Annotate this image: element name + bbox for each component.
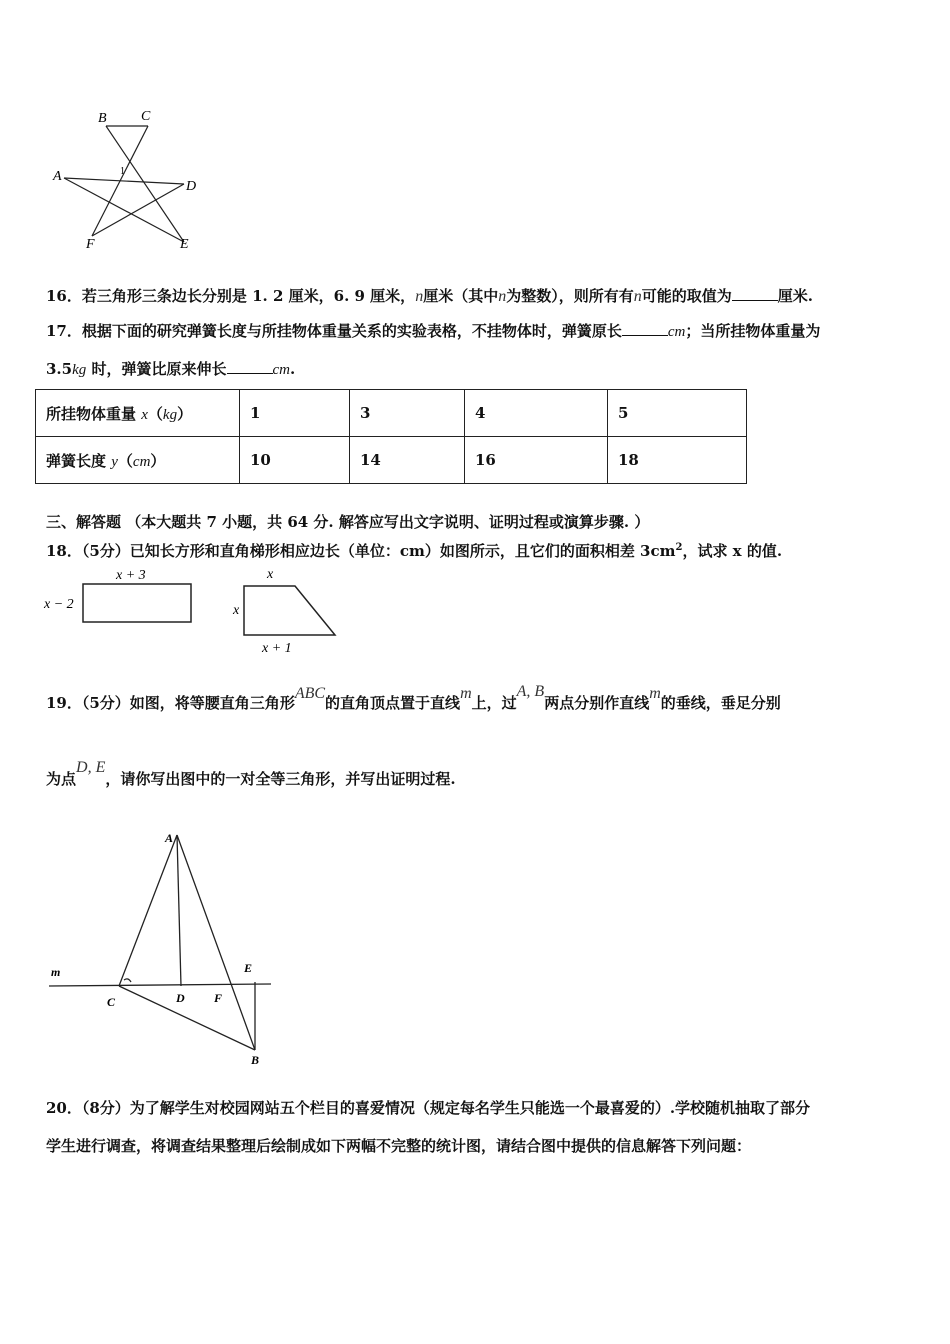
q16-text-mid1: 厘米（其中 [423,287,499,305]
label-C: C [141,109,151,124]
label-angle-1: 1 [120,166,125,177]
table-cell: 4 [465,390,608,437]
label-E: E [180,237,189,252]
q18-text: 18．（5分）已知长方形和直角梯形相应边长（单位：cm）如图所示，且它们的面积相差 3cm [46,542,676,560]
question-19-line-2: 为点D, E，请你写出图中的一对全等三角形，并写出证明过程. [46,759,456,788]
q16-text-suffix: 可能的取值为 [641,287,732,305]
q15-star-figure [40,100,210,260]
q17-period: . [290,360,296,378]
rect-top-label: x + 3 [116,568,146,583]
table-cell: 1 [240,390,350,437]
fig-label-C: C [107,995,116,1009]
fig-label-A: A [165,831,174,845]
trap-bottom-label: x + 1 [262,641,292,656]
q17-answer-blank-2[interactable] [227,359,273,374]
q17-weight-value: 3.5 [46,360,73,378]
spring-data-table [35,389,747,484]
question-17-line-1 [46,321,820,342]
q17-text-mid: 时，弹簧比原来伸长 [86,360,227,378]
table-header-weight: 所挂物体重量 x（kg） [36,390,240,437]
q18-superscript: 2 [675,542,683,553]
table-cell: 18 [608,437,747,484]
q17-text: 17．根据下面的研究弹簧长度与所挂物体重量关系的实验表格，不挂物体时，弹簧原长 [46,322,622,340]
q17-unit-cm-2: cm [272,362,291,378]
q19-line-m: m [460,685,472,702]
q16-text-mid2: 为整数），则所有有 [506,287,634,305]
q19-points-de: D, E [76,759,106,776]
question-18 [46,538,782,561]
fig-label-D: D [176,991,185,1005]
trap-top-label: x [267,567,274,582]
label-D: D [186,179,197,194]
q19-line-m-2: m [649,685,661,702]
q17-unit-cm: cm [667,324,686,340]
q16-var-n: n [415,288,424,305]
table-cell: 14 [350,437,465,484]
table-cell: 16 [465,437,608,484]
table-row [36,390,747,437]
q17-unit-kg: kg [72,362,87,378]
rect-left-label: x − 2 [44,597,74,612]
fig-label-E: E [244,961,253,975]
q16-unit: 厘米. [777,287,813,305]
q16-text-prefix: 16．若三角形三条边长分别是 1. 2 厘米，6. 9 厘米， [46,287,416,305]
fig-label-m: m [51,965,61,979]
question-19-line-1: 19．（5分）如图，将等腰直角三角形ABC的直角顶点置于直线m上，过A, B两点分别作直线m的垂线，垂足分别 [46,683,781,712]
table-row [36,437,747,484]
question-20-line-2: 学生进行调查，将调查结果整理后绘制成如下两幅不完整的统计图，请结合图中提供的信息解答下列问题： [46,1137,752,1155]
q16-var-n3: n [633,288,642,305]
q19-triangle-figure [45,828,280,1073]
table-header-length: 弹簧长度 y（cm） [36,437,240,484]
trap-left-label: x [233,603,240,618]
table-cell: 5 [608,390,747,437]
q16-var-n2: n [498,288,507,305]
q18-figures [40,562,350,658]
q17-text-suffix: ；当所挂物体重量为 [685,322,821,340]
q16-answer-blank[interactable] [732,286,778,301]
section-3-title: 三、解答题 （本大题共 7 小题，共 64 分. 解答应写出文字说明、证明过程或演算步骤. ） [46,513,650,531]
table-cell: 10 [240,437,350,484]
question-17-line-2 [46,359,295,380]
label-B: B [98,111,107,126]
q19-abc: ABC [294,685,326,702]
table-cell: 3 [350,390,465,437]
fig-label-F: F [214,991,223,1005]
q19-points-ab: A, B [516,683,545,700]
label-F: F [86,237,95,252]
question-16 [46,286,813,307]
question-20-line-1: 20．（8分）为了解学生对校园网站五个栏目的喜爱情况（规定每名学生只能选一个最喜爱的）.学校随机抽取了部分 [46,1099,811,1117]
label-A: A [53,169,62,184]
fig-label-B: B [251,1053,260,1067]
q18-text-end: ，试求 x 的值. [682,542,783,560]
q17-answer-blank-1[interactable] [622,321,668,336]
